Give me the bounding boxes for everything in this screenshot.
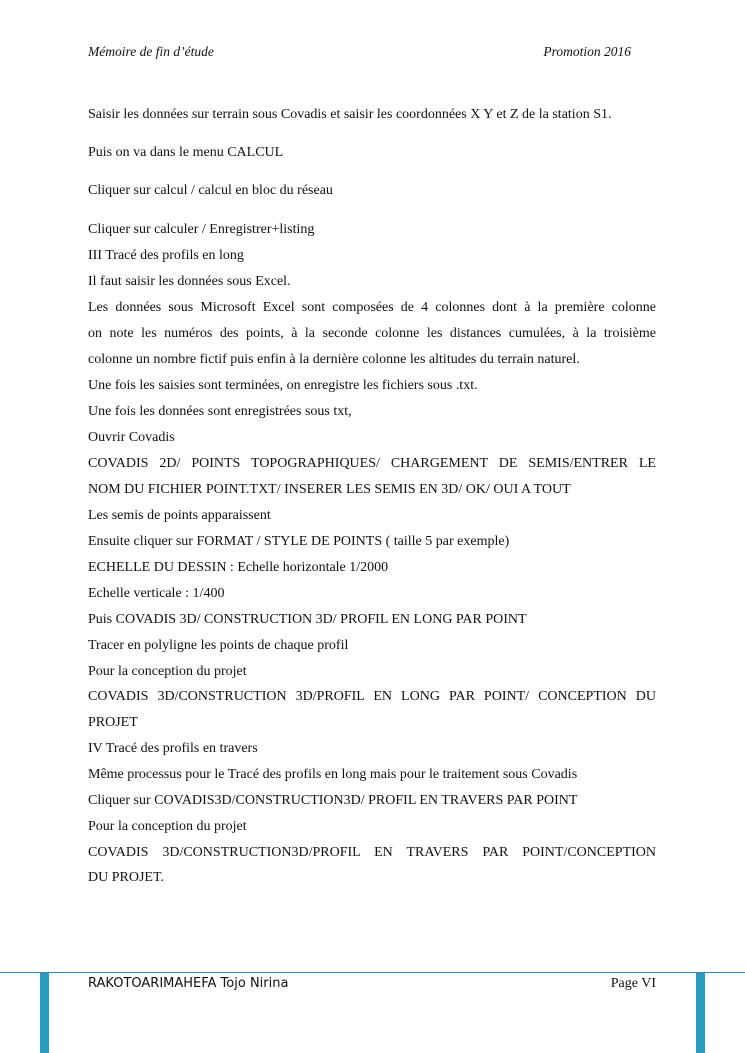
- footer-divider: [0, 972, 745, 973]
- paragraph: Cliquer sur COVADIS3D/CONSTRUCTION3D/ PROFIL EN TRAVERS PAR POINT: [88, 793, 578, 808]
- section-heading: III Tracé des profils en long: [88, 248, 244, 263]
- footer-author: RAKOTOARIMAHEFA Tojo Nirina: [88, 976, 289, 991]
- paragraph: Ouvrir Covadis: [88, 430, 175, 445]
- paragraph: Il faut saisir les données sous Excel.: [88, 274, 291, 289]
- paragraph: Pour la conception du projet: [88, 664, 247, 679]
- paragraph: Tracer en polyligne les points de chaque profil: [88, 638, 349, 653]
- paragraph: ECHELLE DU DESSIN : Echelle horizontale 1/2000: [88, 560, 389, 575]
- header-title: Mémoire de fin d’étude: [88, 44, 214, 59]
- paragraph: Cliquer sur calculer / Enregistrer+listing: [88, 222, 315, 237]
- section-heading: IV Tracé des profils en travers: [88, 741, 258, 756]
- paragraph-line: DU PROJET.: [88, 870, 164, 885]
- footer-left-bar: [40, 973, 49, 1053]
- paragraph-line: COVADIS 2D/ POINTS TOPOGRAPHIQUES/ CHARGEMENT DE SEMIS/ENTRER LE: [88, 456, 656, 471]
- paragraph: Pour la conception du projet: [88, 819, 247, 834]
- paragraph-line: COVADIS 3D/CONSTRUCTION 3D/PROFIL EN LONG PAR POINT/ CONCEPTION DU: [88, 689, 656, 704]
- paragraph: Cliquer sur calcul / calcul en bloc du réseau: [88, 183, 333, 198]
- paragraph-line: on note les numéros des points, à la seconde colonne les distances cumulées, à la troisième: [88, 326, 656, 341]
- paragraph: Une fois les données sont enregistrées sous txt,: [88, 404, 352, 419]
- paragraph: Echelle verticale : 1/400: [88, 586, 225, 601]
- paragraph-line: PROJET: [88, 715, 138, 730]
- paragraph: Ensuite cliquer sur FORMAT / STYLE DE POINTS ( taille 5 par exemple): [88, 534, 510, 549]
- page-header: [88, 44, 631, 60]
- paragraph: Même processus pour le Tracé des profils en long mais pour le traitement sous Covadis: [88, 767, 578, 782]
- paragraph-line: COVADIS 3D/CONSTRUCTION3D/PROFIL EN TRAVERS PAR POINT/CONCEPTION: [88, 845, 656, 860]
- paragraph: Saisir les données sur terrain sous Covadis et saisir les coordonnées X Y et Z de la station S1.: [88, 107, 612, 122]
- paragraph: Puis COVADIS 3D/ CONSTRUCTION 3D/ PROFIL EN LONG PAR POINT: [88, 612, 527, 627]
- footer-page-number: Page VI: [610, 976, 656, 991]
- footer-right-bar: [696, 973, 705, 1053]
- paragraph: Puis on va dans le menu CALCUL: [88, 145, 284, 160]
- paragraph-line: Les données sous Microsoft Excel sont composées de 4 colonnes dont à la première colonne: [88, 300, 656, 315]
- paragraph-line: NOM DU FICHIER POINT.TXT/ INSERER LES SEMIS EN 3D/ OK/ OUI A TOUT: [88, 482, 571, 497]
- paragraph-line: colonne un nombre fictif puis enfin à la dernière colonne les altitudes du terrain naturel.: [88, 352, 580, 367]
- paragraph: Les semis de points apparaissent: [88, 508, 271, 523]
- header-promotion: Promotion 2016: [543, 44, 631, 59]
- paragraph: Une fois les saisies sont terminées, on enregistre les fichiers sous .txt.: [88, 378, 478, 393]
